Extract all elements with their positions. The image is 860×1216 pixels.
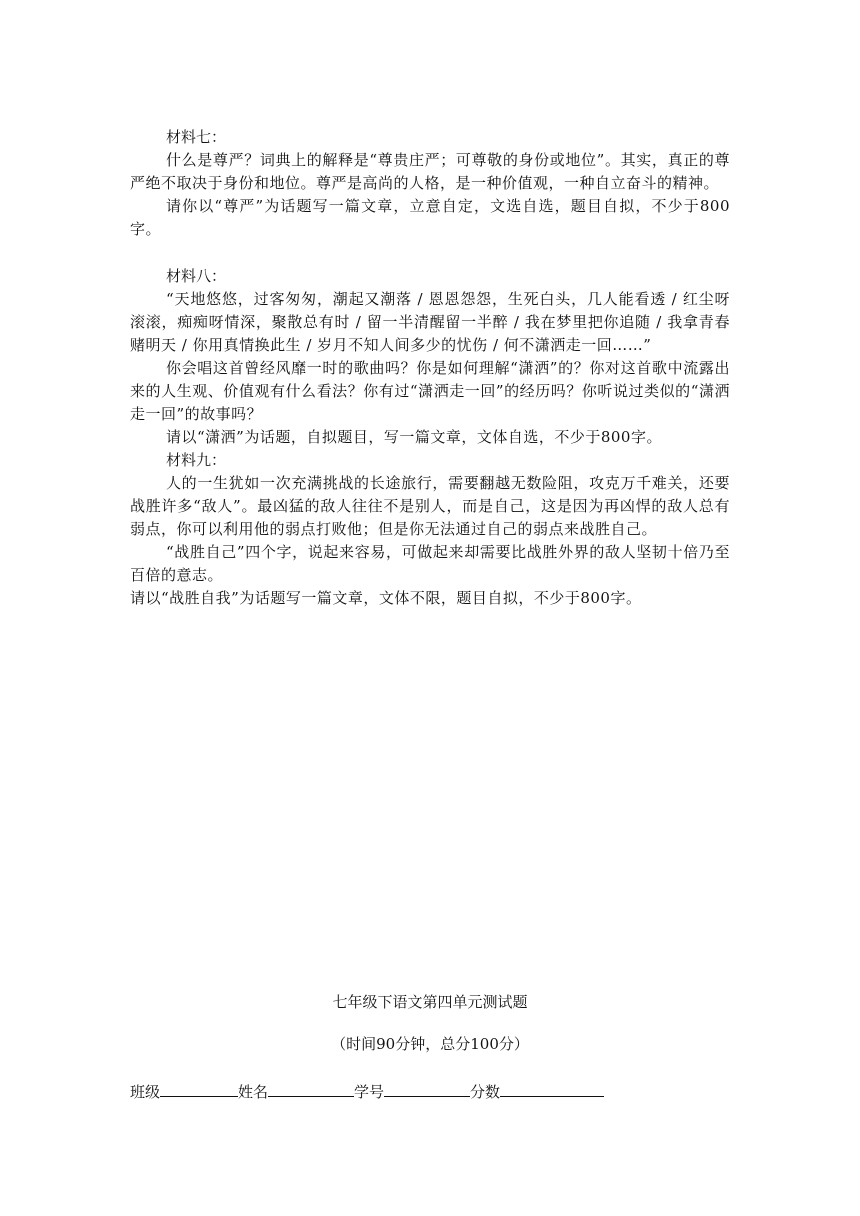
material-eight-prompt: 请以“潇洒”为话题，自拟题目，写一篇文章，文体自选，不少于800字。 [166,428,662,446]
essay-materials [130,126,730,610]
class-label: 班级 [130,1083,161,1101]
exam-title: 七年级下语文第四单元测试题 [332,993,528,1011]
exam-header [130,990,730,1056]
material-nine [130,449,730,610]
material-seven [130,126,730,241]
student-id-blank[interactable] [384,1078,470,1097]
exam-subtitle: （时间90分钟，总分100分） [331,1035,529,1053]
material-nine-prompt: 请以“战胜自我”为话题写一篇文章，文体不限，题目自拟，不少于800字。 [130,589,642,607]
material-eight-questions: 你会唱这首曾经风靡一时的歌曲吗？你是如何理解“潇洒”的？你对这首歌中流露出来的人生观、价值观有什么看法？你有过“潇洒走一回”的经历吗？你听说过类似的“潇洒走一回”的故事吗？ [130,359,730,423]
material-seven-heading: 材料七： [166,128,227,146]
score-label: 分数 [470,1083,501,1101]
material-nine-text-2: “战胜自己”四个字，说起来容易，可做起来却需要比战胜外界的敌人坚韧十倍乃至百倍的意志。 [130,543,730,584]
material-seven-text: 什么是尊严？词典上的解释是“尊贵庄严；可尊敬的身份或地位”。其实，真正的尊严绝不取决于身份和地位。尊严是高尚的人格，是一种价值观，一种自立奋斗的精神。 [130,151,730,192]
material-eight-heading: 材料八： [166,267,227,285]
class-blank[interactable] [160,1078,238,1097]
material-nine-heading: 材料九： [166,451,227,469]
material-eight-lyrics: “天地悠悠，过客匆匆，潮起又潮落 / 恩恩怨怨，生死白头，几人能看透 / 红尘呀滚滚，痴痴呀情深，聚散总有时 / 留一半清醒留一半醉 / 我在梦里把你追随 / 我拿青春赌明天 / 你用真情换此生 / 岁月不知人间多少的忧伤 / 何不潇洒走一回……” [130,290,730,354]
material-eight [130,265,730,449]
name-blank[interactable] [268,1078,354,1097]
student-id-label: 学号 [354,1083,385,1101]
name-label: 姓名 [238,1083,269,1101]
section-spacer [130,241,730,265]
material-seven-prompt: 请你以“尊严”为话题写一篇文章，立意自定，文选自选，题目自拟，不少于800字。 [130,197,730,238]
score-blank[interactable] [500,1078,604,1097]
student-info-line [130,1078,604,1104]
material-nine-text: 人的一生犹如一次充满挑战的长途旅行，需要翻越无数险阻，攻克万千难关，还要战胜许多“敌人”。最凶猛的敌人往往不是别人，而是自己，这是因为再凶悍的敌人总有弱点，你可以利用他的弱点打败他；但是你无法通过自己的弱点来战胜自己。 [130,474,730,538]
